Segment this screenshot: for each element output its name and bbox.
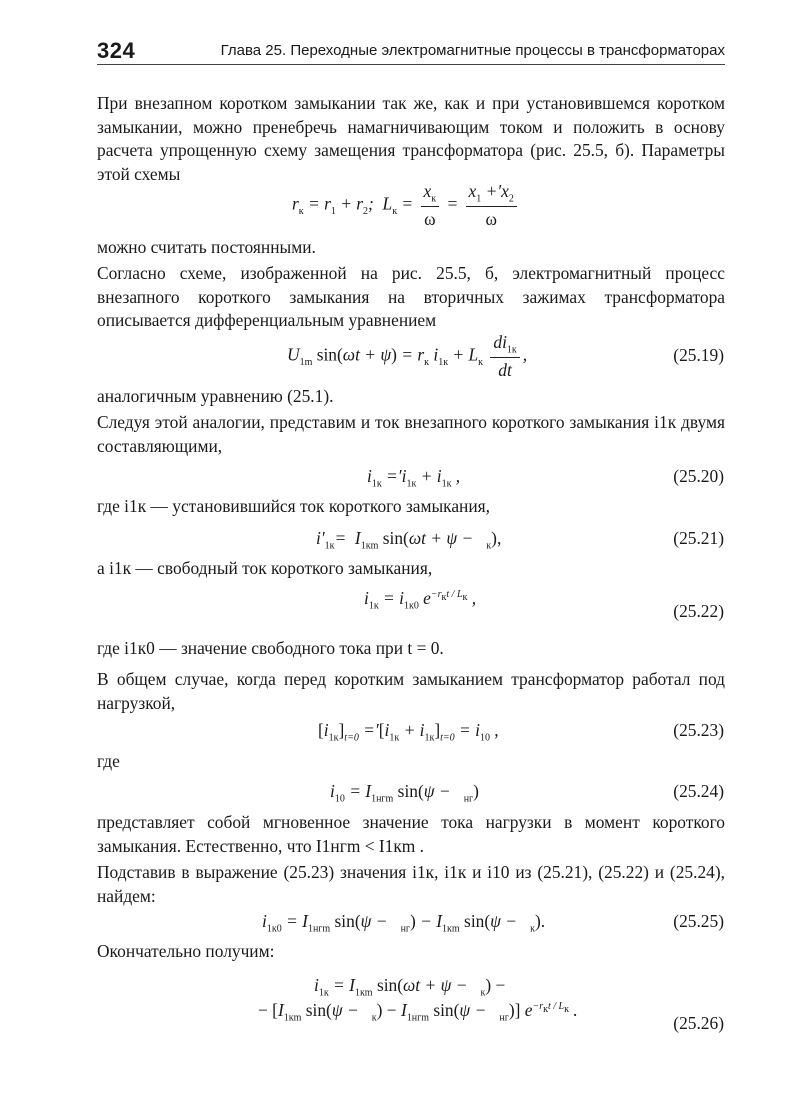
- page-number: 324: [97, 38, 136, 63]
- formula-scheme-parameters: $r_к = r_1 + r_2$; $L_к$ = $\frac{x_к}{\omega}$ = $\frac{x_1 +'x_2}{\omega}$: [292, 181, 520, 230]
- equation-number-25-23: (25.23): [673, 720, 724, 740]
- paragraph-instantaneous: представляет собой мгновенное значение тока нагрузки в момент короткого замыкания. Естественно, что I1нгm < I1кm .: [97, 812, 725, 856]
- equation-number-25-19: (25.19): [673, 345, 724, 365]
- paragraph-components: Следуя этой аналогии, представим и ток внезапного короткого замыкания i1к двумя составляющими,: [97, 412, 725, 456]
- formula-load-current: $i_{10} = I_{1нгm}$ sin(ψ − $_{нг}$): [330, 781, 479, 805]
- equation-number-25-21: (25.21): [673, 528, 724, 548]
- paragraph-substitution: Подставив в выражение (25.23) значения i1к, i1к и i10 из (25.21), (25.22) и (25.24), найдем:: [97, 862, 725, 906]
- equation-number-25-22: (25.22): [673, 601, 724, 621]
- running-title: Глава 25. Переходные электромагнитные процессы в трансформаторах: [220, 42, 725, 59]
- paragraph-scheme: Согласно схеме, изображенной на рис. 25.5, б, электромагнитный процесс внезапного короткого замыкания на вторичных зажимах трансформатора описывается дифференциальным уравнением: [97, 263, 725, 330]
- formula-differential-equation: $U_{1m}$ $\sin(\omega t + \psi) = r_к$ $i_{1к} + L_к$ $\frac{di_{1к}}{dt}$ ,: [287, 332, 528, 381]
- page-header: [97, 38, 725, 65]
- paragraph-finally: Окончательно получим:: [97, 941, 275, 961]
- paragraph-constant: можно считать постоянными.: [97, 237, 316, 257]
- equation-number-25-24: (25.24): [673, 781, 724, 801]
- paragraph-analogous: аналогичным уравнению (25.1).: [97, 386, 334, 406]
- paragraph-where: где: [97, 751, 120, 771]
- paragraph-steady-current: где i1к — установившийся ток короткого замыкания,: [97, 496, 491, 516]
- formula-free-current: $i_{1к} = i_{1к0}$ $e^{-r_кt / L_к}$ ,: [364, 588, 477, 612]
- formula-current-sum: $i_{1к} ='i_{1к} + i_{1к}$ ,: [367, 466, 461, 490]
- paragraph-load-case: В общем случае, когда перед коротким замыканием трансформатор работал под нагрузкой,: [97, 669, 725, 713]
- equation-number-25-26: (25.26): [673, 1013, 724, 1033]
- equation-number-25-20: (25.20): [673, 466, 724, 486]
- paragraph-intro: При внезапном коротком замыкании так же, как и при установившемся коротком замыкании, можно пренебречь намагничивающим током и положить в основу расчета упрощенную схему замещения трансформатора (рис. 25.5, б). Параметры этой схемы: [97, 93, 725, 184]
- paragraph-initial-value: где i1к0 — значение свободного тока при t = 0.: [97, 638, 444, 658]
- paragraph-free-current: а i1к — свободный ток короткого замыкания,: [97, 558, 433, 578]
- formula-initial-free-current: $i_{1к0} = I_{1нгm}$ $\sin(\psi - _{нг}) - I_{1кm}$ sin(ψ − $_к$).: [262, 911, 546, 935]
- formula-final-line-1: $i_{1к} = I_{1кm}$ sin(ωt + ψ − $_к$) −: [314, 975, 506, 999]
- formula-steady-current: $i'_{1к}= I_{1кm}$ sin(ωt + ψ − $_к$),: [316, 528, 502, 552]
- formula-initial-condition: $[i_{1к}]_{t=0} ='[i_{1к} + i_{1к}]_{t=0} = i_{10}$ ,: [318, 720, 499, 744]
- formula-final-line-2: − [$I_{1кm}$ $\sin(\psi - _к) - I_{1нгm}$ sin(ψ − $_{нг}$)] $e^{-r_кt / L_к}$ .: [258, 1000, 578, 1024]
- equation-number-25-25: (25.25): [673, 911, 724, 931]
